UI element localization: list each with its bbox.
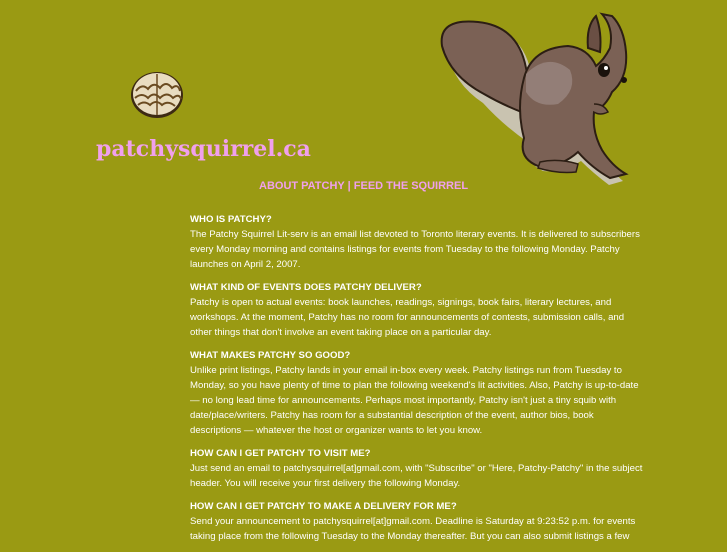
section-body: Patchy is open to actual events: book launches, readings, signings, book fairs, literary lectures, and workshops. At the moment, Patchy has no room for announcements of contests, submission calls, and other things that don't involve an event taking place on a particular day. — [190, 297, 625, 338]
section-body: Send your announcement to patchysquirrel[at]gmail.com. Deadline is Saturday at 9:23:52 p.m. for events taking place from the following Tuesday to the Monday thereafter. But you can also submit listings a few — [190, 516, 636, 542]
faq-section — [190, 280, 646, 340]
squirrel-illustration — [428, 8, 638, 186]
site-logo-text[interactable]: patchysquirrel.ca — [96, 136, 311, 162]
section-heading: HOW CAN I GET PATCHY TO MAKE A DELIVERY FOR ME? — [190, 501, 457, 512]
nav-separator: | — [344, 180, 354, 192]
faq-section — [190, 212, 646, 272]
section-body: Unlike print listings, Patchy lands in your email in-box every week. Patchy listings run from Tuesday to Monday, so you have plenty of time to plan the following weekend's lit activities. Also, Patchy is up-to-date — no long lead time for announcements. Perhaps most importantly, Patchy isn't just a tiny squib with date/place/writers. Patchy has room for a substantial description of the event, author bios, book descriptions — whatever the host or organizer wants to let you know. — [190, 365, 639, 436]
section-body: Just send an email to patchysquirrel[at]gmail.com, with "Subscribe" or "Here, Patchy-Patchy" in the subject header. You will receive your first delivery the following Monday. — [190, 463, 643, 489]
section-heading: WHAT KIND OF EVENTS DOES PATCHY DELIVER? — [190, 282, 422, 293]
section-heading: HOW CAN I GET PATCHY TO VISIT ME? — [190, 448, 371, 459]
faq-section — [190, 499, 646, 544]
faq-section — [190, 348, 646, 438]
main-nav — [259, 180, 468, 192]
section-body: The Patchy Squirrel Lit-serv is an email list devoted to Toronto literary events. It is delivered to subscribers every Monday morning and contains listings for events from Tuesday to the following Monday. Patchy launches on April 2, 2007. — [190, 229, 640, 270]
nav-feed-the-squirrel[interactable]: FEED THE SQUIRREL — [353, 180, 469, 192]
main-content — [190, 212, 646, 552]
section-heading: WHAT MAKES PATCHY SO GOOD? — [190, 350, 351, 361]
nav-about-patchy[interactable]: ABOUT PATCHY — [259, 180, 345, 192]
section-heading: WHO IS PATCHY? — [190, 214, 272, 225]
faq-section — [190, 446, 646, 491]
walnut-icon — [128, 69, 186, 121]
